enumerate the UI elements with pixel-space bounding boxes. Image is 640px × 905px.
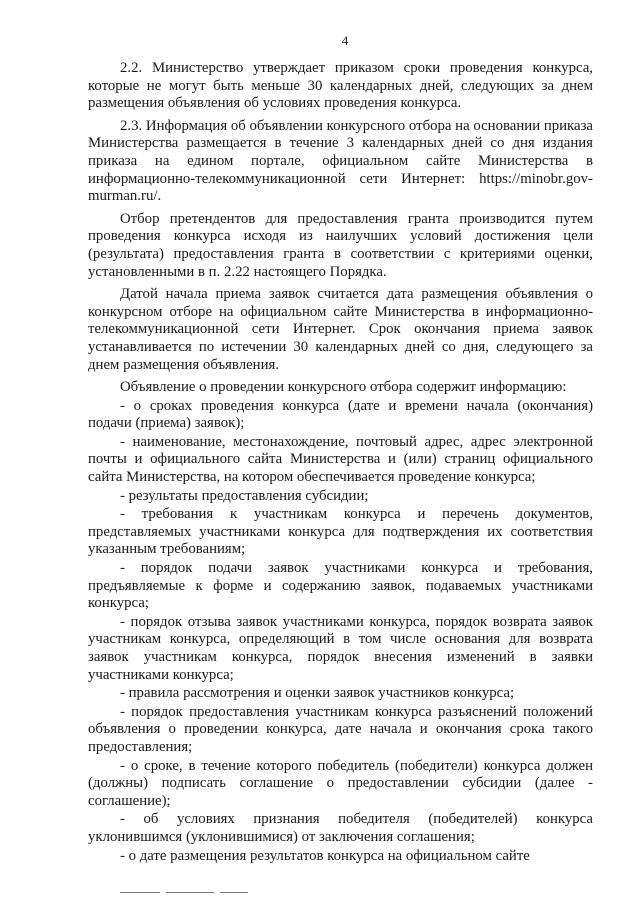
document-body (88, 60, 593, 866)
paragraph-selection: Отбор претендентов для предоставления гранта производится путем проведения конкурса исходя из наилучших условий достижения цели (результата) предоставления гранта в соответствии с критериями оценки, установленными в п. 2.22 настоящего Порядка. (88, 210, 593, 280)
list-item: - порядок предоставления участникам конкурса разъяснений положений объявления о проведении конкурса, дате начала и окончания срока такого предоставления; (88, 703, 593, 755)
list-item: - об условиях признания победителя (победителей) конкурса уклонившимся (уклонившимися) от заключения соглашения; (88, 811, 593, 845)
list-item: - о сроках проведения конкурса (дате и времени начала (окончания) подачи (приема) заявок); (88, 397, 593, 432)
list-item: - о сроке, в течение которого победитель (победители) конкурса должен (должны) подписать соглашение о предоставлении субсидии (далее - соглашение); (88, 757, 593, 809)
list-item: - порядок подачи заявок участниками конкурса и требования, предъявляемые к форме и содержанию заявок, подаваемых участниками конкурса; (88, 560, 593, 612)
list-item: - наименование, местонахождение, почтовый адрес, адрес электронной почты и официального сайта Министерства и (или) страниц официального сайта Министерства, на котором обеспечивается проведение конкурса; (88, 433, 593, 486)
paragraph-2-2: 2.2. Министерство утверждает приказом сроки проведения конкурса, которые не могут быть меньше 30 календарных дней, следующих за днем размещения объявления об условиях проведения конкурса. (88, 60, 593, 112)
paragraph-2-3: 2.3. Информация об объявлении конкурсного отбора на основании приказа Министерства размещается в течение 3 календарных дней со дня издания приказа на едином портале, официальном сайте Министерства в информационно-телекоммуникационной сети Интернет: https://minobr.gov-murman.ru/. (88, 117, 593, 205)
list-item: - о дате размещения результатов конкурса на официальном сайте (120, 847, 530, 864)
paragraph-announcement-intro: Объявление о проведении конкурсного отбора содержит информацию: (120, 379, 567, 396)
list-item: - требования к участникам конкурса и перечень документов, представляемых участниками конкурса для подтверждения их соответствия указанным требованиям; (88, 506, 593, 558)
list-item: - результаты предоставления субсидии; (120, 487, 369, 504)
footer-rule (120, 892, 280, 896)
list-item: - порядок отзыва заявок участниками конкурса, порядок возврата заявок участникам конкурса, определяющий в том числе основания для возврата заявок участникам конкурса, порядок внесения изменений в заявки участниками конкурса; (88, 613, 593, 683)
paragraph-start-date: Датой начала приема заявок считается дата размещения объявления о конкурсном отборе на официальном сайте Министерства в информационно-телекоммуникационной сети Интернет. Срок окончания приема заявок устанавливается по истечении 30 календарных дней со дня, следующего за днем размещения объявления. (88, 286, 593, 373)
list-item: - правила рассмотрения и оценки заявок участников конкурса; (120, 685, 515, 702)
page-number: 4 (341, 33, 349, 48)
